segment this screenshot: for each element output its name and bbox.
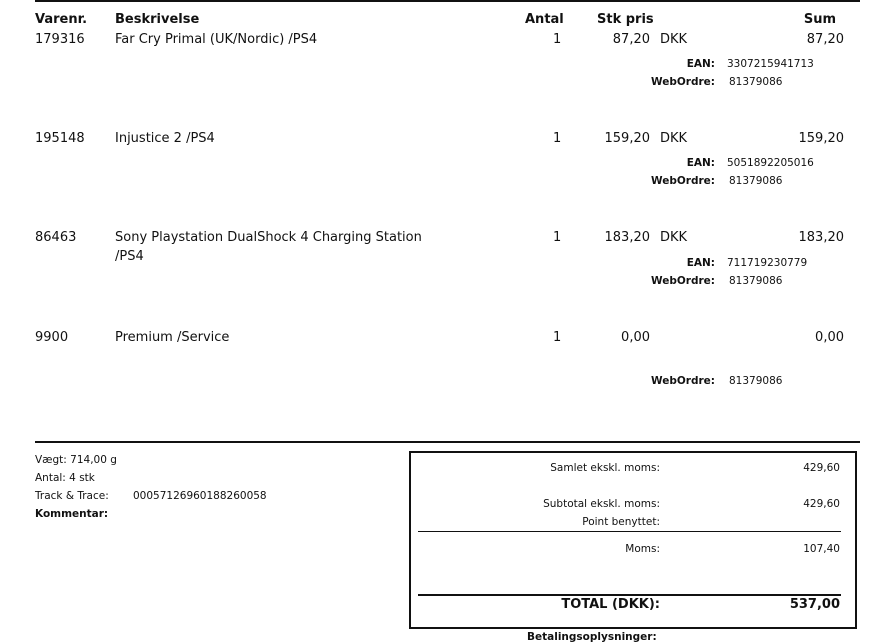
item-no: 179316 [35,32,85,47]
subtotal-label: Subtotal ekskl. moms: [543,498,660,510]
item-sum: 183,20 [798,230,844,245]
weborder-label: WebOrdre: [651,275,715,287]
item-unit-price: 159,20 [604,131,650,146]
totals-divider [418,531,841,532]
header-sum: Sum [803,12,836,27]
item-qty: 1 [553,32,562,47]
item-unit-price: 0,00 [621,330,650,345]
ean-label: EAN: [686,157,715,169]
total-excl-value: 429,60 [803,462,840,474]
header-item-no: Varenr. [35,12,88,27]
item-ean: 711719230779 [727,257,808,269]
item-weborder: 81379086 [729,275,783,287]
item-sum: 0,00 [815,330,844,345]
points-label: Point benyttet: [582,516,660,528]
top-rule [35,0,860,2]
weight-text: Vægt: 714,00 g [35,454,117,466]
item-no: 9900 [35,330,69,345]
grand-total-value: 537,00 [789,597,840,612]
subtotal-value: 429,60 [803,498,840,510]
item-qty: 1 [553,230,562,245]
item-description: Premium /Service [115,330,230,345]
item-description: Far Cry Primal (UK/Nordic) /PS4 [115,32,318,47]
weborder-label: WebOrdre: [651,175,715,187]
item-description-cont: /PS4 [115,249,144,264]
track-trace-value: 00057126960188260058 [133,490,267,502]
item-sum: 87,20 [806,32,844,47]
item-no: 86463 [35,230,77,245]
total-excl-label: Samlet ekskl. moms: [550,462,660,474]
item-unit-price: 87,20 [612,32,650,47]
ean-label: EAN: [686,257,715,269]
item-weborder: 81379086 [729,175,783,187]
item-description: Sony Playstation DualShock 4 Charging Station [115,230,422,245]
item-weborder: 81379086 [729,375,783,387]
item-weborder: 81379086 [729,76,783,88]
vat-value: 107,40 [803,543,840,555]
vat-label: Moms: [625,543,660,555]
item-currency: DKK [660,32,688,47]
weborder-label: WebOrdre: [651,375,715,387]
item-qty: 1 [553,131,562,146]
item-currency: DKK [660,131,688,146]
ean-label: EAN: [686,58,715,70]
track-trace-label: Track & Trace: [35,490,109,502]
item-qty: 1 [553,330,562,345]
payment-info-heading: Betalingsoplysninger: [527,631,657,643]
item-ean: 5051892205016 [727,157,814,169]
count-text: Antal: 4 stk [35,472,95,484]
item-currency: DKK [660,230,688,245]
item-ean: 3307215941713 [727,58,814,70]
header-qty: Antal [525,12,564,27]
item-description: Injustice 2 /PS4 [115,131,215,146]
header-description: Beskrivelse [115,12,200,27]
footer-divider [35,441,860,443]
item-no: 195148 [35,131,85,146]
grand-total-label: TOTAL (DKK): [561,597,660,612]
grand-total-rule [418,594,841,596]
weborder-label: WebOrdre: [651,76,715,88]
item-unit-price: 183,20 [604,230,650,245]
comment-label: Kommentar: [35,508,109,520]
header-unit-price: Stk pris [597,12,654,27]
item-sum: 159,20 [798,131,844,146]
